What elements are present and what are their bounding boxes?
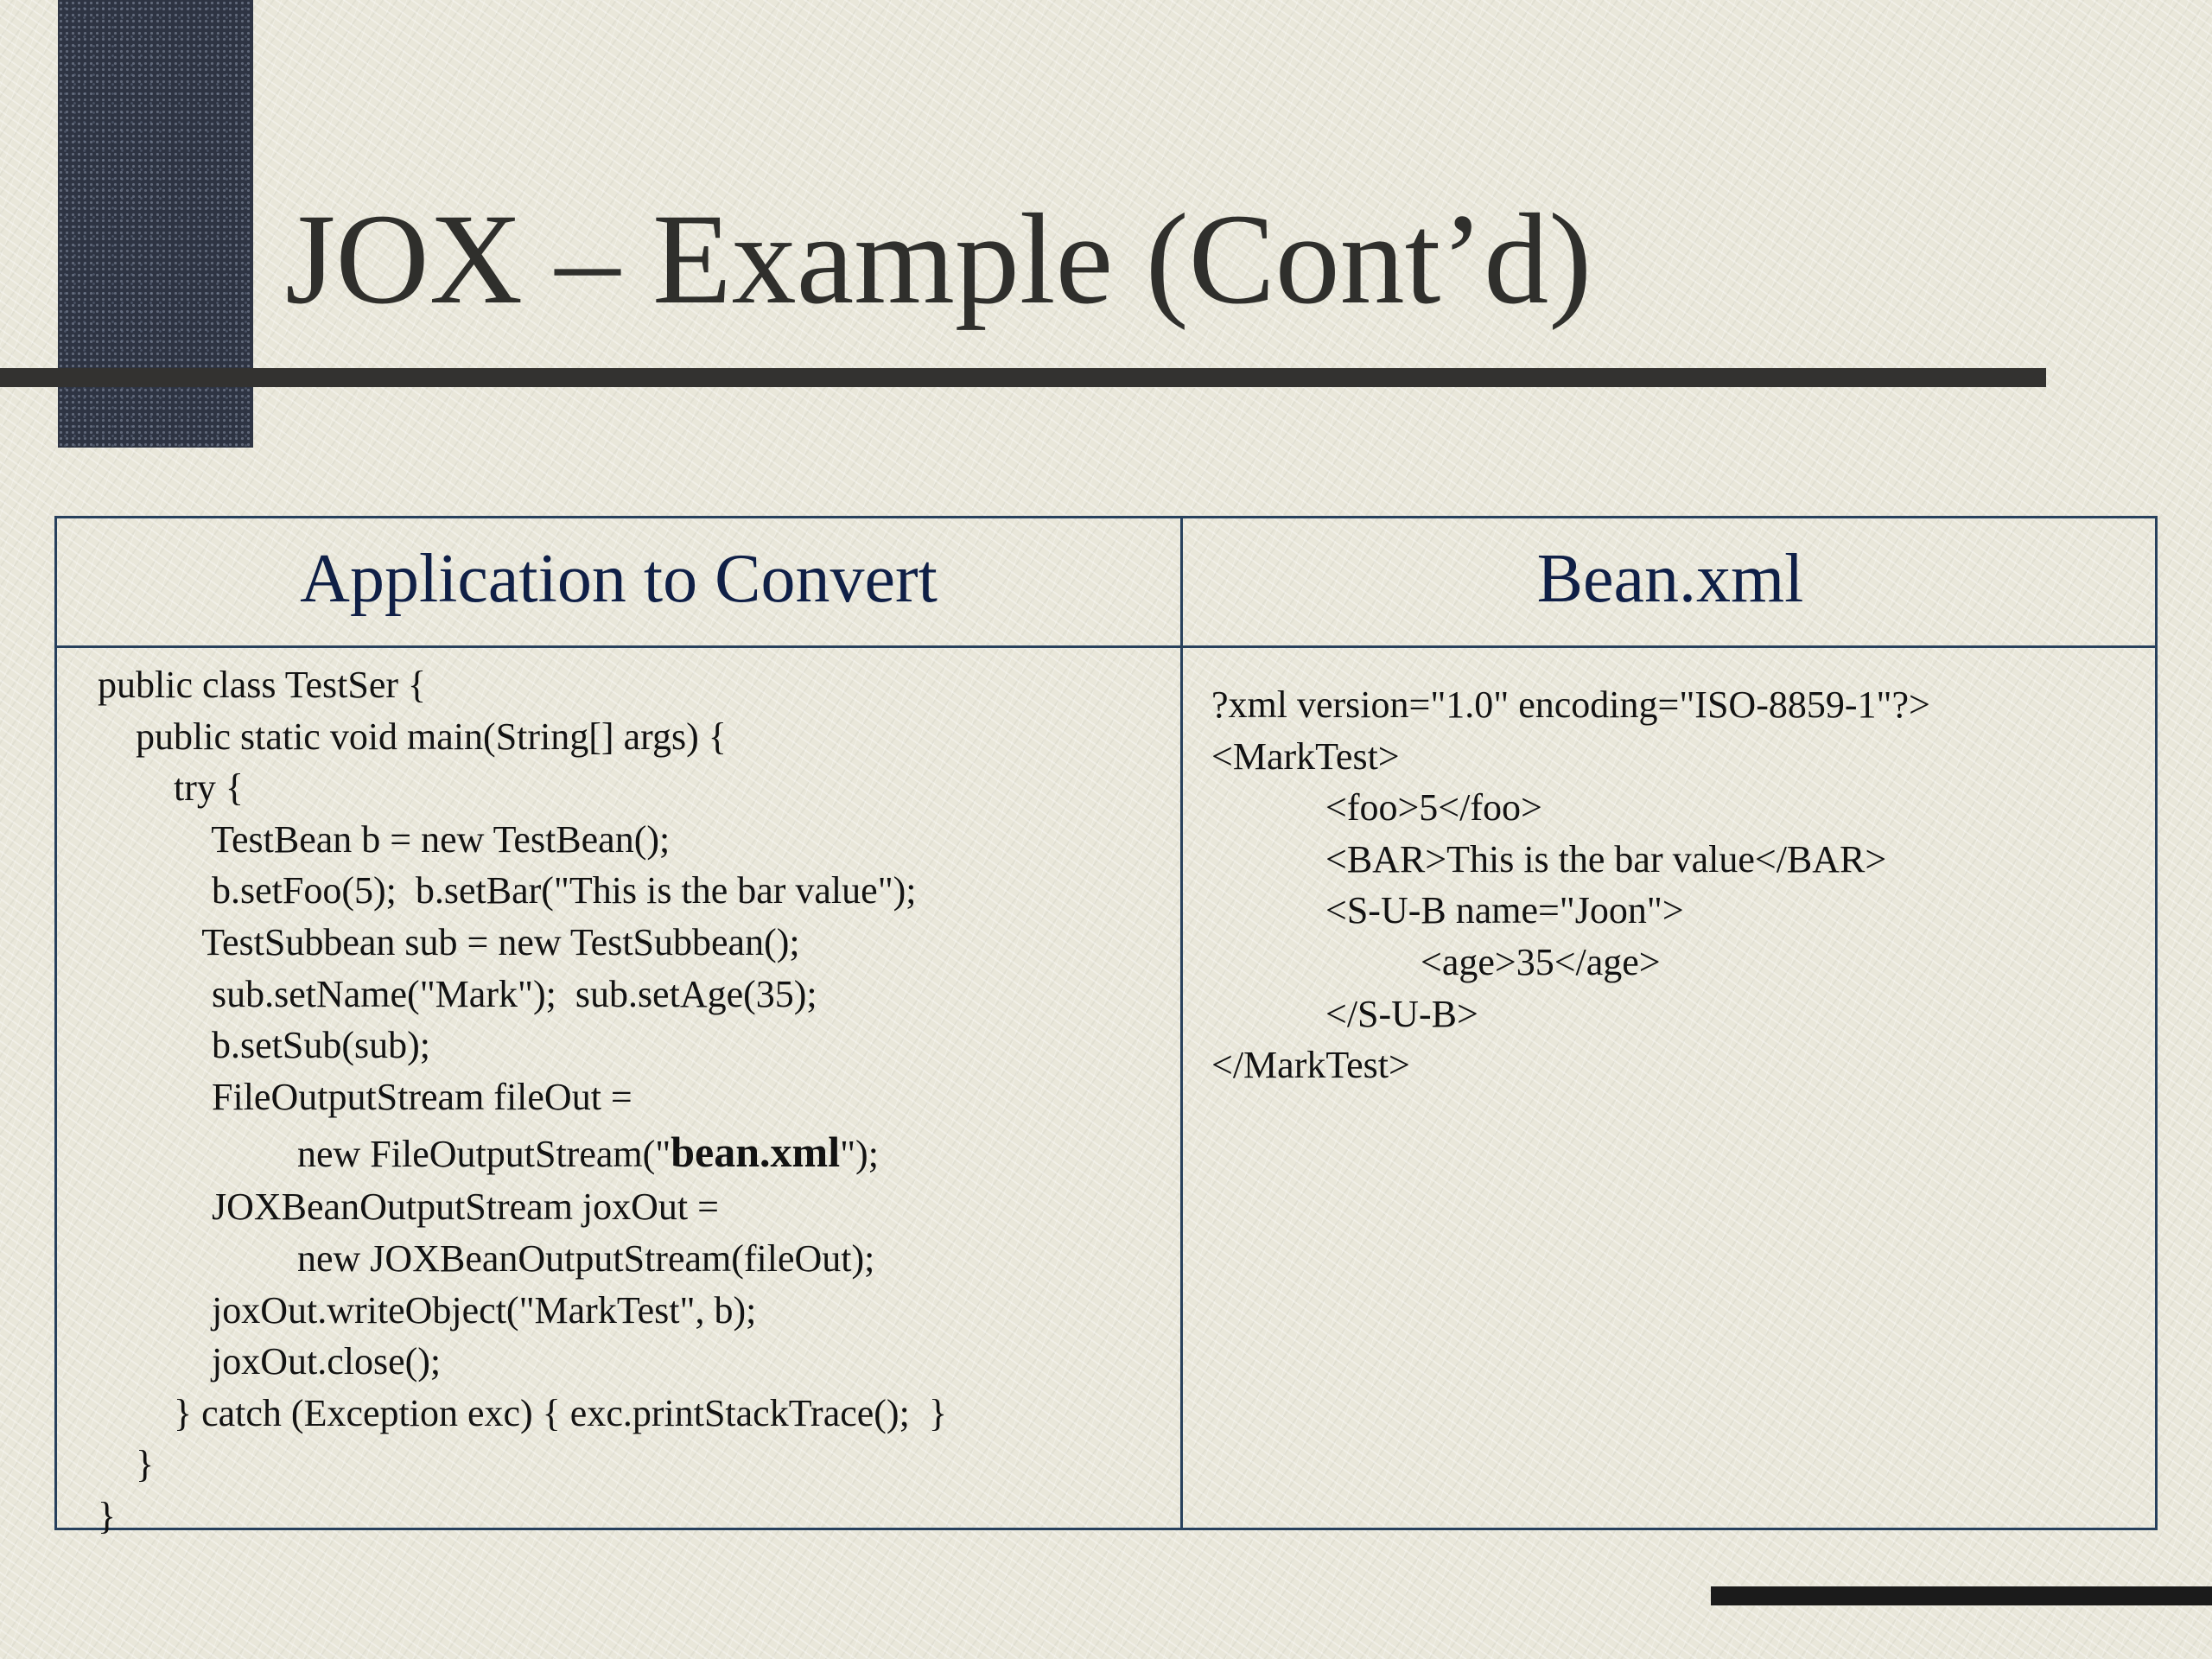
code-line-bean-xml [98,1122,947,1181]
code-line: public class TestSer { [98,664,427,706]
code-line: TestSubbean sub = new TestSubbean(); [98,920,800,963]
column-divider [1180,518,1183,1528]
code-line: new JOXBeanOutputStream(fileOut); [98,1236,875,1280]
xml-line: <MarkTest> [1211,734,1400,778]
code-line: joxOut.writeObject("MarkTest", b); [98,1288,757,1332]
code-line: joxOut.close(); [98,1340,442,1383]
bean-xml-filename: bean.xml [671,1128,841,1177]
code-line: JOXBeanOutputStream joxOut = [98,1185,719,1229]
slide-title: JOX – Example (Cont’d) [285,188,1592,331]
xml-line: <S-U-B name="Joon"> [1211,889,1684,932]
header-bean-xml: Bean.xml [1536,541,1804,617]
code-line: public static void main(String[] args) { [98,715,727,758]
title-underline-rule [0,368,2046,387]
xml-output-listing [1211,679,1930,1091]
code-line: } [98,1443,155,1486]
code-fragment: "); [840,1133,879,1176]
code-line: sub.setName("Mark"); sub.setAge(35); [98,972,817,1015]
xml-line: <foo>5</foo> [1211,786,1542,830]
java-code-listing [98,659,947,1542]
xml-line: </MarkTest> [1211,1044,1410,1087]
code-line: TestBean b = new TestBean(); [98,817,671,861]
xml-line: ?xml version="1.0" encoding="ISO-8859-1"?> [1211,683,1930,726]
xml-line: </S-U-B> [1211,992,1478,1035]
code-line: try { [98,766,244,810]
xml-line: <BAR>This is the bar value</BAR> [1211,837,1887,880]
code-line: FileOutputStream fileOut = [98,1075,632,1118]
comparison-table [54,516,2158,1537]
code-line: b.setFoo(5); b.setBar("This is the bar value"); [98,869,917,912]
code-fragment: new FileOutputStream(" [98,1133,671,1176]
code-line: } [98,1494,117,1537]
bottom-accent-rule [1711,1586,2212,1605]
code-line: } catch (Exception exc) { exc.printStackTrace(); } [98,1391,947,1434]
code-line: b.setSub(sub); [98,1024,430,1067]
header-application-to-convert: Application to Convert [300,541,938,617]
xml-line: <age>35</age> [1211,940,1661,983]
header-row-divider [57,645,2155,648]
